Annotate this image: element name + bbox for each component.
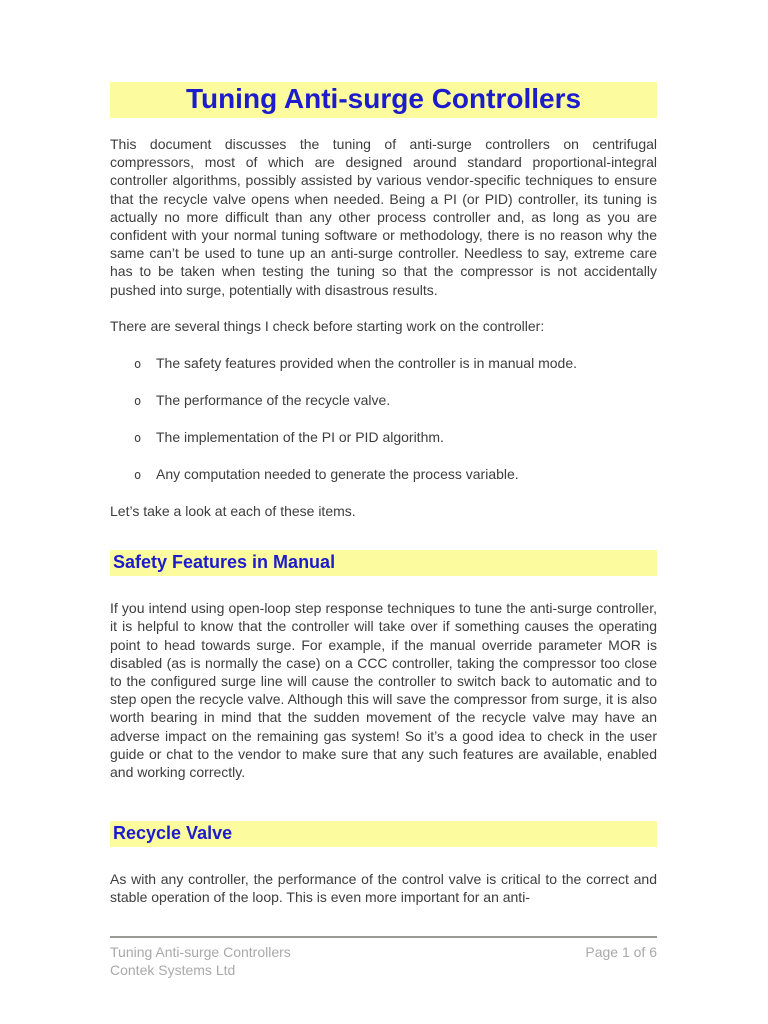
- footer-company: Contek Systems Ltd: [110, 961, 236, 978]
- document-title: Tuning Anti-surge Controllers: [185, 83, 582, 114]
- section-heading-safety-features: Safety Features in Manual: [113, 552, 336, 573]
- footer-row: [110, 944, 657, 962]
- footer-doc-title: Tuning Anti-surge Controllers: [110, 944, 291, 960]
- checklist-item-text: The safety features provided when the controller is in manual mode.: [156, 355, 578, 372]
- checklist-outro: Let’s take a look at each of these items.: [110, 503, 356, 520]
- title-highlight-bar: [110, 82, 657, 118]
- checklist-item: [110, 391, 657, 410]
- checklist: [110, 354, 657, 484]
- checklist-item-text: Any computation needed to generate the process variable.: [156, 466, 519, 483]
- footer-divider: [110, 936, 657, 938]
- checklist-item: [110, 465, 657, 484]
- checklist-item-text: The performance of the recycle valve.: [156, 392, 391, 409]
- page-footer: [110, 936, 657, 979]
- checklist-intro: There are several things I check before starting work on the controller:: [110, 317, 545, 334]
- bullet-marker-icon: o: [134, 357, 142, 372]
- bullet-marker-icon: o: [134, 394, 142, 409]
- intro-paragraph: This document discusses the tuning of anti-surge controllers on centrifugal compressors, most of which are designed around standard proportional-integral controller algorithms, possibly assisted by various vendor-specific techniques to ensure that the recycle valve opens when needed. Being a PI (or PID) controller, its tuning is actually no more difficult than any other process controller and, as long as you are confident with your normal tuning software or methodology, there is no reason why the same can’t be used to tune up an anti-surge controller. Needless to say, extreme care has to be taken when testing the tuning so that the compressor is not accidentally pushed into surge, potentially with disastrous results.: [110, 136, 657, 298]
- section-heading-highlight-bar: [110, 550, 657, 576]
- safety-features-paragraph: If you intend using open-loop step response techniques to tune the anti-surge controller, it is helpful to know that the controller will take over if something causes the operating point to head towards surge. For example, if the manual override parameter MOR is disabled (as is normally the case) on a CCC controller, taking the compressor too close to the configured surge line will cause the controller to switch back to automatic and to step open the recycle valve. Although this will save the compressor from surge, it is also worth bearing in mind that the sudden movement of the recycle valve may have an adverse impact on the remaining gas system! So it’s a good idea to check in the user guide or chat to the vendor to make sure that any such features are available, enabled and working correctly.: [110, 600, 657, 781]
- bullet-marker-icon: o: [134, 431, 142, 446]
- checklist-item-text: The implementation of the PI or PID algorithm.: [156, 429, 444, 446]
- bullet-marker-icon: o: [134, 468, 142, 483]
- section-heading-highlight-bar: [110, 821, 657, 847]
- section-heading-recycle-valve: Recycle Valve: [113, 823, 233, 844]
- recycle-valve-paragraph: As with any controller, the performance of the control valve is critical to the correct and stable operation of the loop. This is even more important for an anti-: [110, 871, 657, 906]
- checklist-item: [110, 428, 657, 447]
- checklist-item: [110, 354, 657, 373]
- document-content: [110, 82, 657, 925]
- footer-page-number: Page 1 of 6: [585, 944, 657, 960]
